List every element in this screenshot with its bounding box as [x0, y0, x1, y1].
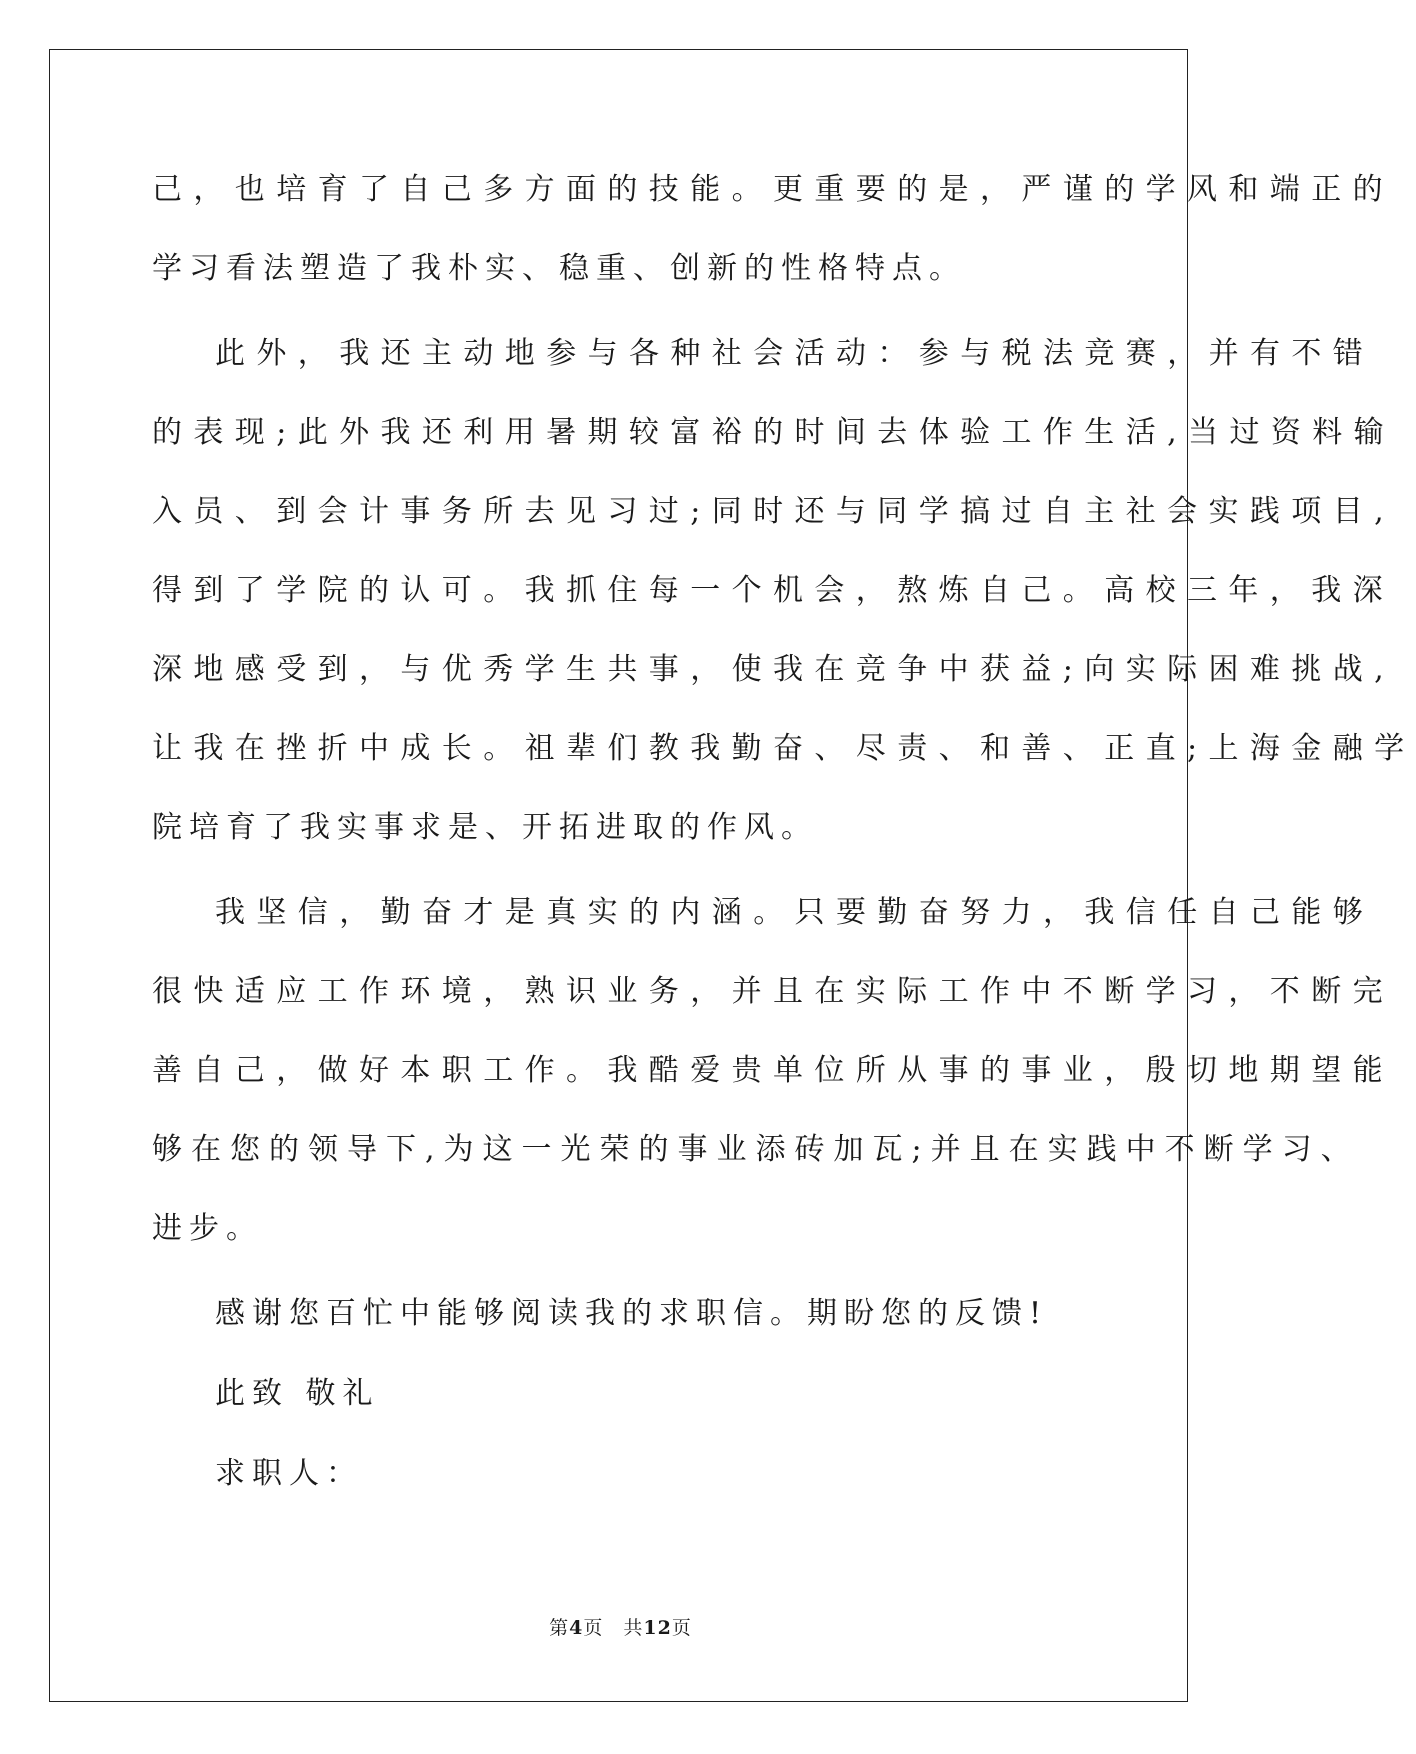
signature-label: 求职人：	[215, 1456, 363, 1491]
page-footer	[0, 1616, 1241, 1640]
body-line-7: 深地感受到，与优秀学生共事，使我在竞争中获益;向实际困难挑战,	[152, 652, 1396, 687]
paragraph-start-line: 此外，我还主动地参与各种社会活动：参与税法竞赛，并有不错	[215, 336, 1375, 371]
page-number: 4	[569, 1617, 584, 1639]
total-label-suffix: 页	[671, 1617, 692, 1639]
body-line-9: 院培育了我实事求是、开拓进取的作风。	[152, 810, 818, 845]
body-line-14: 进步。	[152, 1211, 263, 1246]
total-pages: 12	[643, 1617, 672, 1639]
body-line-5: 入员、到会计事务所去见习过;同时还与同学搞过自主社会实践项目,	[152, 494, 1396, 529]
body-line-13: 够在您的领导下,为这一光荣的事业添砖加瓦;并且在实践中不断学习、	[152, 1132, 1360, 1167]
page-label-prefix: 第	[549, 1617, 570, 1639]
paragraph-start-line: 我坚信，勤奋才是真实的内涵。只要勤奋努力，我信任自己能够	[215, 895, 1375, 930]
body-line-8: 让我在挫折中成长。祖辈们教我勤奋、尽责、和善、正直;上海金融学	[152, 731, 1416, 766]
salutation-line: 此致 敬礼	[215, 1376, 380, 1411]
body-line-11: 很快适应工作环境，熟识业务，并且在实际工作中不断学习，不断完	[152, 974, 1394, 1009]
body-line-2: 学习看法塑造了我朴实、稳重、创新的性格特点。	[152, 251, 966, 286]
closing-thanks-line: 感谢您百忙中能够阅读我的求职信。期盼您的反馈!	[215, 1296, 1049, 1331]
total-label-prefix: 共	[623, 1617, 644, 1639]
body-line-4: 的表现;此外我还利用暑期较富裕的时间去体验工作生活,当过资料输	[152, 415, 1396, 450]
body-line-12: 善自己，做好本职工作。我酷爱贵单位所从事的事业，殷切地期望能	[152, 1053, 1394, 1088]
body-line-1: 己，也培育了自己多方面的技能。更重要的是，严谨的学风和端正的	[152, 172, 1394, 207]
body-line-6: 得到了学院的认可。我抓住每一个机会，熬炼自己。高校三年，我深	[152, 573, 1394, 608]
page-label-suffix: 页	[583, 1617, 604, 1639]
